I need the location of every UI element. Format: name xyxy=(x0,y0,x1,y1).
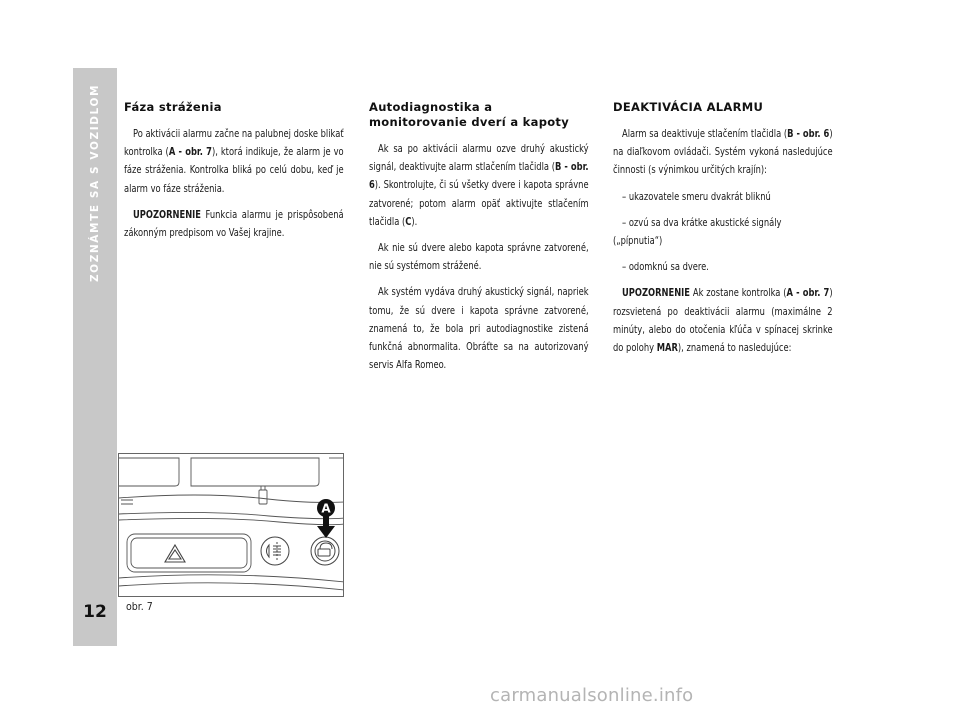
figure-caption: obr. 7 xyxy=(126,601,153,613)
key-position-reference: MAR xyxy=(656,342,678,355)
figure-dashboard-illustration xyxy=(118,453,344,597)
list-item: – ozvú sa dva krátke akustické signály („pípnutia“) xyxy=(613,216,782,248)
watermark: carmanualsonline.info xyxy=(490,685,694,706)
callout-badge-icon xyxy=(317,499,335,517)
column-3 xyxy=(613,100,833,365)
page-number: 12 xyxy=(83,602,107,622)
callout-letter: A xyxy=(321,501,331,516)
list-item: – odomknú sa dvere. xyxy=(622,261,709,274)
list-item: – ukazovatele smeru dvakrát bliknú xyxy=(622,190,771,203)
paragraph-upozornenie-2: UPOZORNENIE Ak zostane kontrolka (A - obr. 7) rozsvietená po deaktivácii alarmu (maximálne 2 minúty, alebo do otočenia kľúča v spínacej skrinke do polohy MAR), znamená to nasledujúce: xyxy=(613,287,833,355)
heading-autodiagnostika: Autodiagnostika a monitorovanie dverí a kapoty xyxy=(369,100,570,129)
paragraph-strazenie: Po aktivácii alarmu začne na palubnej doske blikať kontrolka (A - obr. 7), ktorá indikuje, že alarm je vo fáze stráženia. Kontrolka bliká po celú dobu, keď je alarm vo fáze stráženia. xyxy=(124,128,344,195)
heading-deaktivacia: DEAKTIVÁCIA ALARMU xyxy=(613,100,764,114)
warning-label: UPOZORNENIE xyxy=(622,287,690,300)
warning-label: UPOZORNENIE xyxy=(133,208,201,221)
paragraph-upozornenie-1: UPOZORNENIE Funkcia alarmu je prispôsobená zákonným predpisom vo Vašej krajine. xyxy=(124,208,344,240)
callout-arrow-icon xyxy=(317,514,335,538)
figure-reference: A - obr. 7 xyxy=(786,287,830,300)
paragraph-autodiagnostika-2: Ak nie sú dvere alebo kapota správne zatvorené, nie sú systémom strážené. xyxy=(369,242,589,273)
alarm-led-button-icon xyxy=(311,537,339,565)
button-reference: C xyxy=(405,215,412,228)
figure-reference: A - obr. 7 xyxy=(168,146,212,159)
figure-reference: B - obr. 6 xyxy=(787,128,830,140)
paragraph-autodiagnostika-1: Ak sa po aktivácii alarmu ozve druhý akustický signál, deaktivujte alarm stlačením tlačidla (B - obr. 6). Skontrolujte, či sú všetky dvere i kapota správne zatvorené; potom alarm opäť aktivujte stlačením tlačidla (C). xyxy=(369,143,589,228)
chapter-title xyxy=(73,68,117,298)
paragraph-autodiagnostika-3: Ak systém vydáva druhý akustický signál, napriek tomu, že sú dvere i kapota správne zatvorené, znamená to, že bola pri autodiagnostike zistená funkčná abnormalita. Obráťte sa na autorizovaný servis Alfa Romeo. xyxy=(369,286,589,372)
hazard-icon xyxy=(165,545,185,562)
chapter-title-text: ZOZNÁMTE SA S VOZIDLOM xyxy=(89,83,102,283)
heading-faza-strazenia: Fáza stráženia xyxy=(124,100,222,114)
dashboard-drawing xyxy=(119,454,344,597)
fog-light-button-icon xyxy=(261,537,289,565)
column-2 xyxy=(369,100,589,382)
paragraph-deaktivacia-1: Alarm sa deaktivuje stlačením tlačidla (B - obr. 6) na diaľkovom ovládači. Systém vykoná nasledujúce činnosti (s výnimkou určitých krajín): xyxy=(613,128,833,177)
figure-reference: B - obr. 6 xyxy=(369,161,589,192)
column-1 xyxy=(124,100,344,250)
